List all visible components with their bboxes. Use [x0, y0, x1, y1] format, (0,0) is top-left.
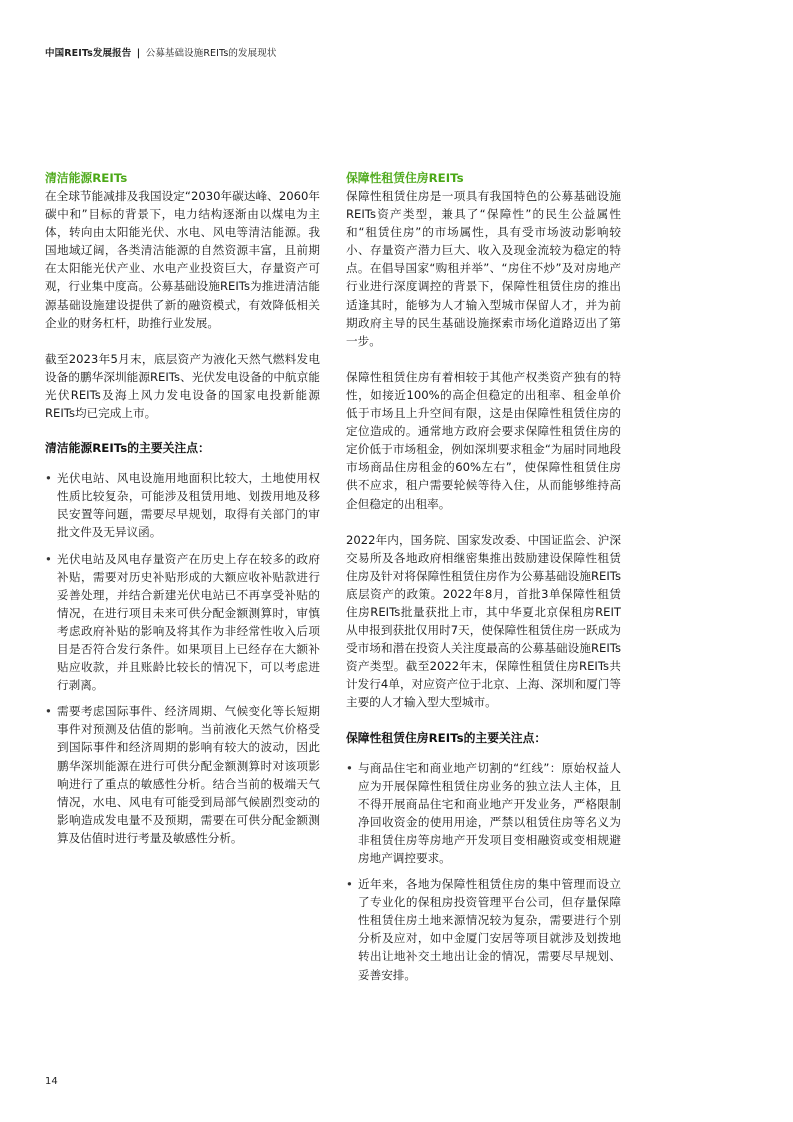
page-number: 14 — [45, 1076, 58, 1087]
paragraph: 2022年内，国务院、国家发改委、中国证监会、沪深交易所及各地政府相继密集推出鼓励建设保障性租赁住房及针对将保障性租赁住房作为公募基础设施REITs底层资产的政策。2022年8月，首批3单保障性租赁住房REITs批量获批上市，其中华夏北京保租房REIT从申报到获批仅用时7天，使保障性租赁住房一跃成为受市场和潜在投资人关注度最高的公募基础设施REITs资产类型。截至2022年末，保障性租赁住房REITs共计发行4单，对应资产位于北京、上海、深圳和厦门等主要的人才输入型大型城市。 — [346, 532, 621, 710]
paragraph: 保障性租赁住房有着相较于其他产权类资产独有的特性，如接近100%的高企但稳定的出租率、租金单价低于市场且上升空间有限，这是由保障性租赁住房的定位造成的。通常地方政府会要求保障性租赁住房的定价低于市场租金，例如深圳要求租金“为届时同地段市场商品住房租金的60%左右”，使保障性租赁住房供不应求，租户需要轮候等待入住，从而能够维持高企但稳定的出租率。 — [346, 369, 621, 511]
paragraph: 截至2023年5月末，底层资产为液化天然气燃料发电设备的鹏华深圳能源REITs、光伏发电设备的中航京能光伏REITs及海上风力发电设备的国家电投新能源REITs均已完成上市。 — [45, 351, 320, 421]
paragraph: 保障性租赁住房是一项具有我国特色的公募基础设施REITs资产类型，兼具了“保障性”的民生公益属性和“租赁住房”的市场属性，具有受市场波动影响较小、存量资产潜力巨大、收入及现金流较为稳定的特点。在倡导国家“购租并举”、“房住不炒”及对房地产行业进行深度调控的背景下，保障性租赁住房的推出适逢其时，能够为人才输入型城市保留人才，并为前期政府主导的民生基础设施探索市场化道路迈出了第一步。 — [346, 189, 621, 348]
header-separator: | — [136, 48, 141, 59]
paragraph: 在全球节能减排及我国设定“2030年碳达峰、2060年碳中和”目标的背景下，电力结构逐渐由以煤电为主体，转向由太阳能光伏、水电、风电等清洁能源。我国地域辽阔，各类清洁能源的自然资源丰富，且前期在太阳能光伏产业、水电产业投资巨大，存量资产可观，行业集中度高。公募基础设施REITs为推进清洁能源基础设施建设提供了新的融资模式，有效降低相关企业的财务杠杆，助推行业发展。 — [45, 189, 320, 330]
focus-points-title-rental-housing: 保障性租赁住房REITs的主要关注点： — [346, 730, 547, 745]
chapter-title: 公募基础设施REITs的发展现状 — [145, 48, 277, 59]
right-column — [346, 170, 621, 992]
section-title-clean-energy: 清洁能源REITs — [45, 171, 128, 185]
report-title: 中国REITs发展报告 — [45, 48, 132, 59]
left-column — [45, 170, 320, 855]
list-item: • 与商品住宅和商业地产切割的“红线”：原始权益人应为开展保障性租赁住房业务的独立法人主体，且不得开展商品住宅和商业地产开发业务，严格限制净回收资金的使用用途，严禁以租赁住房等名义为非租赁住房等房地产开发项目变相融资或变相规避房地产调控要求。 — [346, 759, 621, 868]
list-item: • 近年来，各地为保障性租赁住房的集中管理而设立了专业化的保租房投资管理平台公司，但存量保障性租赁住房土地来源情况较为复杂，需要进行个别分析及应对，如中金厦门安居等项目就涉及划拨地转出让地补交土地出让金的情况，需要尽早规划、妥善安排。 — [346, 875, 621, 984]
focus-points-list — [346, 759, 621, 984]
section-title-rental-housing: 保障性租赁住房REITs — [346, 171, 464, 185]
list-item: • 光伏电站、风电设施用地面积比较大，土地使用权性质比较复杂，可能涉及租赁用地、划拨用地及移民安置等问题，需要尽早规划，取得有关部门的审批文件及无异议函。 — [45, 469, 320, 541]
focus-points-list — [45, 469, 320, 847]
list-item: • 光伏电站及风电存量资产在历史上存在较多的政府补贴，需要对历史补贴形成的大额应收补贴款进行妥善处理，并结合新建光伏电站已不再享受补贴的情况，在进行项目未来可供分配金额测算时，审慎考虑政府补贴的影响及将其作为非经常性收入后项目是否符合发行条件。如果项目上已经存在大额补贴应收款，并且账龄比较长的情况下，可以考虑进行剥离。 — [45, 550, 320, 695]
focus-points-title-clean-energy: 清洁能源REITs的主要关注点： — [45, 441, 210, 456]
list-item: • 需要考虑国际事件、经济周期、气候变化等长短期事件对预测及估值的影响。当前液化天然气价格受到国际事件和经济周期的影响有较大的波动，因此鹏华深圳能源在进行可供分配金额测算时对该项影响进行了重点的敏感性分析。结合当前的极端天气情况，水电、风电有可能受到局部气候剧烈变动的影响造成发电量不及预期，需要在可供分配金额测算及估值时进行考量及敏感性分析。 — [45, 702, 320, 847]
running-header — [45, 45, 276, 59]
